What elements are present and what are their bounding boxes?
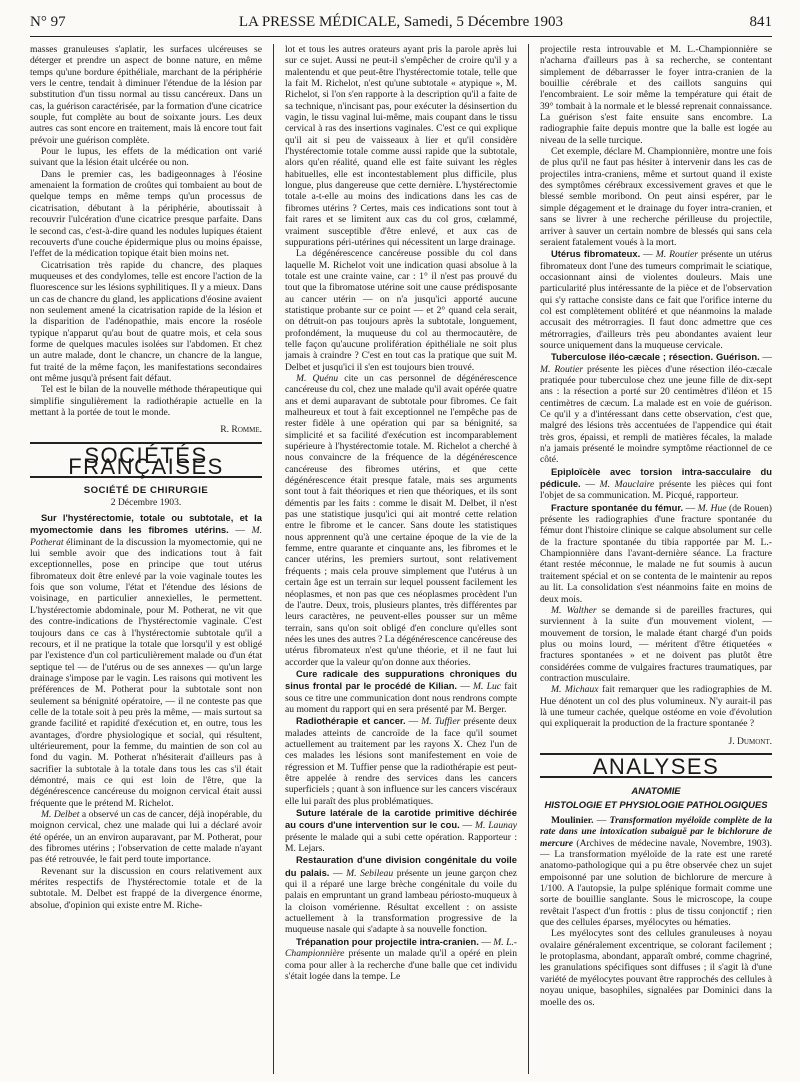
paragraph-text: présente les pièces d'une résection iléo-cæcale pratiquée pour tuberculose chez une jeune fille de dix-sept ans : la résection a porté sur 20 centimètres d'iléon et 15 centimètres de cæcum. La malade est en voie de guérison. Ce qu'il y a d'intéressant dans cette observation, c'est que, malgré des lésions très accentuées de l'appendice qui était très gros, épaissi, et rempli de matières fécales, la malade n'a jamais présenté le moindre symptôme réactionnel de ce côté. bbox=[540, 363, 772, 466]
speaker-name: M. L.-Championnière bbox=[285, 936, 517, 960]
paragraph-text: présente deux malades atteints de cancroïde de la face qu'il soumet actuellement au traitement par les rayons X. Chez l'un de ces malades les lésions sont manifestement en voie de régression et M. Tuffier pense que la radiothérapie est peut-être appelée à rendre des services dans les cancers superficiels ; quant à son influence sur les cancers viscéraux elle lui paraît des plus problématiques. bbox=[285, 716, 517, 807]
topic-heading: Cure radicale des suppurations chroniques du sinus frontal par le procédé de Kilian. bbox=[285, 667, 517, 692]
paragraph: Fracture spontanée du fémur. — M. Hue (de Rouen) présente les radiographies d'une fracture spontanée du fémur dont l'histoire clinique se calque absolument sur celle de la fracture spontanée du tibia rapportée par M. L.-Championnière dans l'avant-dernière séance. La fracture étant restée méconnue, le malade ne fut soumis à aucun traitement spécial et on se contenta de le maintenir au repos au lit. La consolidation s'est néanmoins faite en moins de deux mois. bbox=[540, 501, 772, 605]
paragraph: Moulinier. — Transformation myéloïde complète de la rate dans une intoxication subaiguë par le bichlorure de mercure (Archives de médecine navale, Novembre, 1903). — La transformation myéloïde de la rate est une rareté anatomo-pathologique qui a pu être observée chez un sujet empoisonné par une solution de bichlorure de mercure à 1/100. A l'autopsie, la pulpe splénique formait comme une sorte de bouillie sanglante. Sous le microscope, la coupe revêtait l'aspect d'un frottis : plus de tissu conjonctif ; rien que des cellules éparses, myélocytes ou hématies. bbox=[540, 815, 772, 929]
paragraph: Trépanation pour projectile intra-cranien. — M. L.-Championnière présente un malade qu'il a opéré en plein coma pour aller à la recherche d'une balle que cet individu s'était logée dans la tempe. Le bbox=[285, 935, 517, 982]
session-date: 2 Décembre 1903. bbox=[110, 496, 182, 508]
paragraph: Cicatrisation très rapide du chancre, des plaques muqueuses et des condylomes, telle est encore l'action de la fluorescence sur les lésions syphilitiques. Il y a mieux. Dans un cas de chancre du gland, les applications d'éosine avaient non seulement amené la cicatrisation rapide de la lésion et la disparition de l'adénopathie, mais encore la roséole typique n'apparut qu'au bout de quatre mois, et cela sous forme de quelques macules isolées sur l'abdomen. Et chez un autre malade, dont le chancre, un chancre de la langue, fut traité de la même façon, les manifestations secondaires ont même jusqu'à présent fait défaut. bbox=[30, 259, 262, 384]
paragraph-text: se demande si de pareilles fractures, qui surviennent à la suite d'un mouvement violent, — mouvement de torsion, le malade étant chargé d'un poids plus ou moins lourd, — méritent d'être étiquetées « fractures spontanées » et ne doivent pas plutôt être considérées comme de vulgaires fractures traumatiques, par contraction musculaire. bbox=[540, 604, 772, 684]
author-signature: J. Dumont. bbox=[728, 735, 772, 747]
topic-heading: Suture latérale de la carotide primitive déchirée au cours d'une intervention sur le cou. bbox=[285, 807, 517, 831]
paragraph: Suture latérale de la carotide primitive déchirée au cours d'une intervention sur le cou. — M. Launay présente le malade qui a subi cette opération. Rapporteur : M. Lejars. bbox=[285, 807, 517, 855]
paragraph: La dégénérescence cancéreuse possible du col dans laquelle M. Richelot voit une indication quasi absolue à la totale est une crainte vaine, car : 1° il n'est pas prouvé du tout que la fibromatose utérine soit une cause prédisposante au cancer utérin — on n'a jusqu'ici apporté aucune statistique probante sur ce point — et 2° quand cela serait, on détruit-on pas toujours après la subtotale, longuement, profondément, la muqueuse du col au thermocautère, de telle façon qu'aucune prolifération épithéliale ne soit plus jamais à craindre ? C'est en tout cas la pratique que suit M. Delbet et jusqu'ici il s'en est toujours bien trouvé. bbox=[285, 248, 517, 373]
paragraph-text: présente les pièces qui font l'objet de sa communication. M. Picqué, rapporteur. bbox=[540, 479, 772, 502]
paragraph: masses granuleuses s'aplatir, les surfaces ulcéreuses se déterger et prendre un aspect de bonne nature, en même temps qu'une bordure épithéliale, marchant de la périphérie vers le centre, tendait à diminuer l'étendue de la lésion par substitution d'un tissu normal au tissu cancéreux. Dans un cas, la guérison caractérisée, par la formation d'une cicatrice souple, fut complète au bout de soixante jours. Les deux autres cas sont encore en traitement, mais là encore tout fait prévoir une guérison complète. bbox=[30, 44, 262, 146]
paragraph: Pour le lupus, les effets de la médication ont varié suivant que la lésion était ulcérée ou non. bbox=[30, 146, 262, 169]
paragraph-text: fait remarquer que les radiographies de M. Hue dénotent un col des plus volumineux. N'y aurait-il pas là une tumeur cachée, quelque ostéome en voie d'évolution qui expliquerait la production de la fracture spontanée ? bbox=[540, 684, 772, 730]
author-name: Moulinier. bbox=[551, 815, 594, 826]
speaker-name: M. Michaux bbox=[551, 684, 599, 696]
speaker-name: M. Potherat bbox=[30, 525, 262, 548]
topic-heading: Sur l'hystérectomie, totale ou subtotale, et la myomectomie dans les fibromes utérins. bbox=[30, 512, 262, 536]
speaker-name: M. Routier bbox=[540, 363, 584, 375]
paragraph: Revenant sur la discussion en cours relativement aux mérites respectifs de l'hystérectomie totale et de la subtotale. M. Delbet est frappé de la divergence énorme, absolue, d'opinion qui existe entre M. Riche- bbox=[30, 865, 262, 911]
paragraph-text: présente un malade qu'il a opéré en plein coma pour aller à la recherche d'une balle que cet individu s'était logée dans la tempe. Le bbox=[285, 948, 517, 982]
paragraph-text: fait sous ce titre une communication dont nous rendrons compte au moment du rapport qui en sera présenté par M. Berger. bbox=[285, 681, 517, 715]
paragraph: Cure radicale des suppurations chroniques du sinus frontal par le procédé de Kilian. — M. Luc fait sous ce titre une communication dont nous rendrons compte au moment du rapport qui en sera présenté par M. Berger. bbox=[285, 667, 517, 715]
paragraph: Les myélocytes sont des cellules granuleuses à noyau ovalaire généralement excentrique, se colorant facilement ; le protoplasma, abondant, apparaît ombré, comme chagriné, les granulations spécifiques sont diffuses ; il s'agit là d'une variété de myélocytes pouvant être rapprochés des cellules à noyau unique, basophiles, signalées par Dominici dans la moelle des os. bbox=[540, 928, 772, 1008]
speaker-name: M. Delbet bbox=[41, 809, 80, 820]
paragraph: lot et tous les autres orateurs ayant pris la parole après lui sur ce sujet. Aussi ne peut-il s'empêcher de croire qu'il y a malentendu et que peut-être l'hystérectomie totale, telle que la fait M. Richelot, n'est qu'une subtotale « atypique », M. Richelot, si l'on s'en rapporte à la description qu'il a faite de sa technique, n'incisant pas, pour exécuter la désinsertion du vagin, le tissu vaginal lui-même, mais coupant dans le tissu cervical à ras des insertions vaginales. C'est ce qui explique qu'il ait si peu de vaisseaux à lier et qu'il considère l'hystérectomie totale comme aussi rapide que la subtotale, alors qu'en réalité, quand elle est faite suivant les règles habituelles, elle est incontestablement plus difficile, plus longue, plus dangereuse que cette dernière. L'hystérectomie totale a-t-elle au moins des indications dans les cas de fibromes utérins ? Certes, mais ces indications sont tout à fait rares et se limitent aux cas du col gros, cœlammé, vraiment susceptible d'être enlevé, et aux cas de suppurations péri-utérines qui nécessitent un large drainage. bbox=[285, 44, 517, 248]
speaker-name: M. Hue bbox=[697, 502, 727, 514]
issue-number: N° 97 bbox=[30, 14, 66, 30]
column-divider bbox=[273, 44, 274, 1074]
topic-heading: Fracture spontanée du fémur. bbox=[551, 501, 684, 513]
speaker-name: M. Mauclaire bbox=[599, 479, 655, 491]
society-heading: SOCIÉTÉ DE CHIRURGIE bbox=[83, 485, 209, 497]
journal-title: LA PRESSE MÉDICALE, Samedi, 5 Décembre 1903 bbox=[238, 14, 564, 30]
speaker-name: M. Sebileau bbox=[346, 867, 394, 879]
speaker-name: M. Walther bbox=[551, 604, 597, 616]
paragraph: Cet exemple, déclare M. Championnière, montre une fois de plus qu'il ne faut pas hésiter à intervenir dans les cas de projectiles intra-craniens, même et surtout quand il existe des symptômes cérébraux excessivement graves et que le blessé semble moribond. On peut ainsi espérer, par le simple dégagement et le drainage du foyer intra-cranien, et sans se livrer à une recherche périlleuse du projectile, arriver à sauver un certain nombre de blessés qui sans cela seraient fatalement voués à la mort. bbox=[540, 146, 772, 248]
page-header bbox=[30, 14, 772, 37]
speaker-name: M. Routier bbox=[655, 249, 698, 261]
subsection-heading: HISTOLOGIE ET PHYSIOLOGIE PATHOLOGIQUES bbox=[544, 798, 768, 810]
section-title: ANALYSES bbox=[540, 753, 772, 778]
page-number: 841 bbox=[749, 14, 772, 30]
paragraph: projectile resta introuvable et M. L.-Championnière se n'acharna d'ailleurs pas à sa recherche, se contentant simplement de débarrasser le foyer intra-cranien de la bouillie cérébrale et des caillots sanguins qui l'encombraient. Le soir même la température qui était de 39° tombait à la normale et le blessé reprenait connaissance. La guérison s'est faite ensuite sans encombre. La radiographie faite depuis montre que la balle est logée au niveau de la selle turcique. bbox=[540, 44, 772, 146]
paragraph-text: (Archives de médecine navale, Novembre, 1903). — La transformation myéloïde de la rate est une rareté anatomo-pathologique qui a pu être observée chez un sujet empoisonné par une solution de bichlorure de mercure à 1/100. A l'autopsie, la pulpe splénique formait comme une sorte de bouillie sanglante. Sous le microscope, la coupe revêtait l'aspect d'un frottis : plus de tissu conjonctif ; rien que des cellules éparses, myélocytes ou hématies. bbox=[540, 837, 772, 929]
paragraph: Tel est le bilan de la nouvelle méthode thérapeutique qui simplifie singulièrement la radiothérapie actuelle en la mettant à la portée de tout le monde. bbox=[30, 384, 262, 418]
column-divider bbox=[528, 44, 529, 1074]
paragraph bbox=[30, 809, 262, 866]
paragraph-text: cite un cas personnel de dégénérescence cancéreuse du col, chez une malade qu'il avait opérée quatre ans et demi auparavant de subtotale pour fibromes. Ce fait malheureux et tout à fait exceptionnel ne l'empêche pas de rester fidèle à une opération qui par sa bénignité, sa simplicité et sa facilité d'exécution est incomparablement supérieure à l'hystérectomie totale. M. Richelot a cherché à nous convaincre de la fréquence de la dégénérescence cancéreuse des fibromes utérins, et que cette dégénérescence était presque fatale, mais ses arguments sont tout à fait théoriques et rien que théoriques, et ils sont démentis par les faits : comme le disait M. Delbet, il n'est pas une statistique jusqu'ici qui ait montré cette relation entre le fibrome et le cancer. Sans doute les statistiques nous apprennent qu'à une certaine époque de la vie de la femme, entre quarante et cinquante ans, les fibromes et le cancer utérins, les premiers surtout, sont relativement fréquents ; mais cela prouve simplement que l'utérus à un certain âge est un terrain sur lequel poussent facilement les néoplasmes, et non pas que ces néoplasmes procèdent l'un de l'autre. Deux, trois, plusieurs plantes, très différentes par leurs caractères, ne peuvent-elles pousser sur un même terrain, sans qu'on soit obligé d'en conclure qu'elles sont nées les unes des autres ? La dégénérescence cancéreuse des utérus fibromateux n'est qu'une théorie, et il ne faut lui accorder que la valeur qu'on donne aux théories. bbox=[285, 372, 517, 668]
paragraph-text: (de Rouen) présente les radiographies d'une fracture spontanée du fémur dont l'histoire clinique se calque absolument sur celle de la fracture spontanée du tibia rapportée par M. L.-Championnière dans l'avant-dernière séance. La fracture étant restée méconnue, le malade ne fut soumis à aucun traitement spécial et on se contenta de le maintenir au repos au lit. La consolidation s'est néanmoins faite en moins de deux mois. bbox=[540, 502, 772, 605]
speaker-name: M. Launay bbox=[474, 820, 517, 832]
paragraph-text: présente un jeune garçon chez qui il a réparé une large brèche congénitale du voile du palais en empruntant un grand lambeau périosto-muqueux à la cloison vomérienne. Résultat excellent : on assiste actuellement à la transformation progressive de la muqueuse nasale qui s'adapte à sa nouvelle fonction. bbox=[285, 867, 517, 936]
paragraph-text: éliminant de la discussion la myomectomie, qui ne lui semble avoir que des indications tout à fait exceptionnelles, pose en principe que tout utérus fibromateux doit être enlevé par la voie vaginale toutes les fois que son volume, l'état et l'étendue des lésions de voisinage, en particulier annexielles, le permettent. L'hystérectomie abdominale, pour M. Potherat, ne vit que des contre-indications de l'hystérectomie vaginale. C'est toujours dans ce cas à l'hystérectomie subtotale qu'il a recours, et il ne pratique la totale que lorsqu'il y est obligé par l'existence d'un col particulièrement malade ou d'un état septique tel — de l'utérus ou de ses annexes — qu'un large drainage s'impose par le vagin. Les raisons qui motivent les préférences de M. Potherat pour la subtotale sont non seulement sa bénignité opératoire, — il ne conteste pas que celle de la totale soit à peu près la même, — mais surtout sa grande facilité et rapidité d'exécution et, en outre, tous les avantages, d'ordre physiologique et social, qui résultent, ultérieurement, pour la femme, du maintien de son col au fond du vagin. M. Potherat n'hésiterait d'ailleurs pas à sacrifier la subtotale à la totale dans tous les cas s'il était démontré, mais ce qui est loin de l'être, que la dégénérescence cancéreuse du moignon cervical était aussi fréquente que le prétend M. Richelot. bbox=[30, 536, 262, 809]
section-title: SOCIÉTÉS FRANÇAISES bbox=[30, 442, 262, 479]
subsection-heading: ANATOMIE bbox=[631, 785, 681, 797]
column-1 bbox=[30, 44, 262, 1074]
paragraph: Radiothérapie et cancer. — M. Tuffier présente deux malades atteints de cancroïde de la face qu'il soumet actuellement au traitement par les rayons X. Chez l'un de ces malades les lésions sont manifestement en voie de régression et M. Tuffier pense que la radiothérapie est peut-être appelée à rendre des services dans les cancers superficiels ; quant à son influence sur les cancers viscéraux elle lui paraît des plus problématiques. bbox=[285, 715, 517, 807]
speaker-name: M. Quénu bbox=[296, 372, 339, 384]
topic-heading: Tuberculose iléo-cæcale ; résection. Guérison. bbox=[551, 351, 760, 363]
topic-heading: Utérus fibromateux. bbox=[551, 248, 641, 260]
paragraph: Dans le premier cas, les badigeonnages à l'éosine amenaient la formation de croûtes qui tombaient au bout de quelque temps en même temps qu'un processus de cicatrisation, débutant à la périphérie, aboutissait à recouvrir l'ulcération d'une cicatrice presque parfaite. Dans le second cas, c'est-à-dire quand les nodules lupiques étaient recouverts d'une couche épidermique plus ou moins épaisse, l'effet de la médication topique était bien moins net. bbox=[30, 168, 262, 260]
topic-heading: Trépanation pour projectile intra-cranien. bbox=[296, 935, 479, 947]
author-signature: R. Romme. bbox=[220, 424, 262, 436]
paragraph bbox=[285, 373, 517, 668]
paragraph-text: présente le malade qui a subi cette opération. Rapporteur : M. Lejars. bbox=[285, 831, 517, 855]
speaker-name: M. Tuffier bbox=[421, 716, 461, 728]
paragraph: Utérus fibromateux. — M. Routier présente un utérus fibromateux dont l'une des tumeurs comprimait le sciatique, occasionnant ainsi de violentes douleurs. Mais une particularité plus intéressante de la pièce et de l'observation qui s'y rattache consiste dans ce fait que l'orifice interne du col est complètement oblitéré et que néanmoins la malade accusait des métrorragies. Il faut donc admettre que ces métrorragies, d'ailleurs très peu abondantes avaient leur source uniquement dans la muqueuse cervicale. bbox=[540, 248, 772, 351]
paragraph: Restauration d'une division congénitale du voile du palais. — M. Sebileau présente un jeune garçon chez qui il a réparé une large brèche congénitale du voile du palais en empruntant un grand lambeau périosto-muqueux à la cloison vomérienne. Résultat excellent : on assiste actuellement à la transformation progressive de la muqueuse nasale qui s'adapte à sa nouvelle fonction. bbox=[285, 854, 517, 936]
paragraph-text: a observé un cas de cancer, déjà inopérable, du moignon cervical, chez une malade qui lui a déclaré avoir été opérée, un an environ auparavant, par M. Potherat, pour des fibromes utérins ; l'observation de cette malade n'ayant pas été retrouvée, le fait perd toute importance. bbox=[30, 809, 262, 866]
topic-heading: Epiploïcèle avec torsion intra-sacculaire du pédicule. bbox=[540, 465, 772, 490]
paragraph: Tuberculose iléo-cæcale ; résection. Guérison. — M. Routier présente les pièces d'une résection iléo-cæcale pratiquée pour tuberculose chez une jeune fille de dix-sept ans : la résection a porté sur 20 centimètres d'iléon et 15 centimètres de cæcum. La malade est en voie de guérison. Ce qu'il y a d'intéressant dans cette observation, c'est que, malgré des lésions très accentuées de l'appendice qui était très gros, épaissi, et rempli de matières fécales, la malade n'a jamais présenté le moindre symptôme réactionnel de ce côté. bbox=[540, 351, 772, 466]
speaker-name: M. Luc bbox=[473, 681, 502, 693]
article-title: Transformation myéloïde complète de la rate dans une intoxication subaiguë par le bichlorure de mercure bbox=[540, 815, 772, 849]
paragraph-text: présente un utérus fibromateux dont l'une des tumeurs comprimait le sciatique, occasionnant ainsi de violentes douleurs. Mais une particularité plus intéressante de la pièce et de l'observation qui s'y rattache consiste dans ce fait que l'orifice interne du col est complètement oblitéré et que néanmoins la malade accusait des métrorragies. Il faut donc admettre que ces métrorragies, d'ailleurs très peu abondantes avaient leur source uniquement dans la muqueuse cervicale. bbox=[540, 249, 772, 351]
column-3 bbox=[540, 44, 772, 1074]
paragraph bbox=[540, 684, 772, 729]
column-2 bbox=[285, 44, 517, 1074]
paragraph: Sur l'hystérectomie, totale ou subtotale, et la myomectomie dans les fibromes utérins. — M. Potherat éliminant de la discussion la myomectomie, qui ne lui semble avoir que des indications tout à fait exceptionnelles, pose en principe que tout utérus fibromateux doit être enlevé par la voie vaginale toutes les fois que son volume, l'état et l'étendue des lésions de voisinage, en particulier annexielles, le permettent. L'hystérectomie abdominale, pour M. Potherat, ne vit que des contre-indications de l'hystérectomie vaginale. C'est toujours dans ce cas à l'hystérectomie subtotale qu'il a recours, et il ne pratique la totale que lorsqu'il y est obligé par l'existence d'un col particulièrement malade ou d'un état septique tel — de l'utérus ou de ses annexes — qu'un large drainage s'impose par le vagin. Les raisons qui motivent les préférences de M. Potherat pour la subtotale sont non seulement sa bénignité opératoire, — il ne conteste pas que celle de la totale soit à peu près la même, — mais surtout sa grande facilité et rapidité d'exécution et, en outre, tous les avantages, d'ordre physiologique et social, qui résultent, ultérieurement, pour la femme, du maintien de son col au fond du vagin. M. Potherat n'hésiterait d'ailleurs pas à sacrifier la subtotale à la totale dans tous les cas s'il était démontré, mais ce qui est loin de l'être, que la dégénérescence cancéreuse du moignon cervical était aussi fréquente que le prétend M. Richelot. bbox=[30, 512, 262, 809]
topic-heading: Radiothérapie et cancer. bbox=[296, 715, 406, 727]
paragraph: Epiploïcèle avec torsion intra-sacculaire du pédicule. — M. Mauclaire présente les pièces qui font l'objet de sa communication. M. Picqué, rapporteur. bbox=[540, 465, 772, 502]
paragraph bbox=[540, 605, 772, 684]
topic-heading: Restauration d'une division congénitale du voile du palais. bbox=[285, 854, 517, 878]
